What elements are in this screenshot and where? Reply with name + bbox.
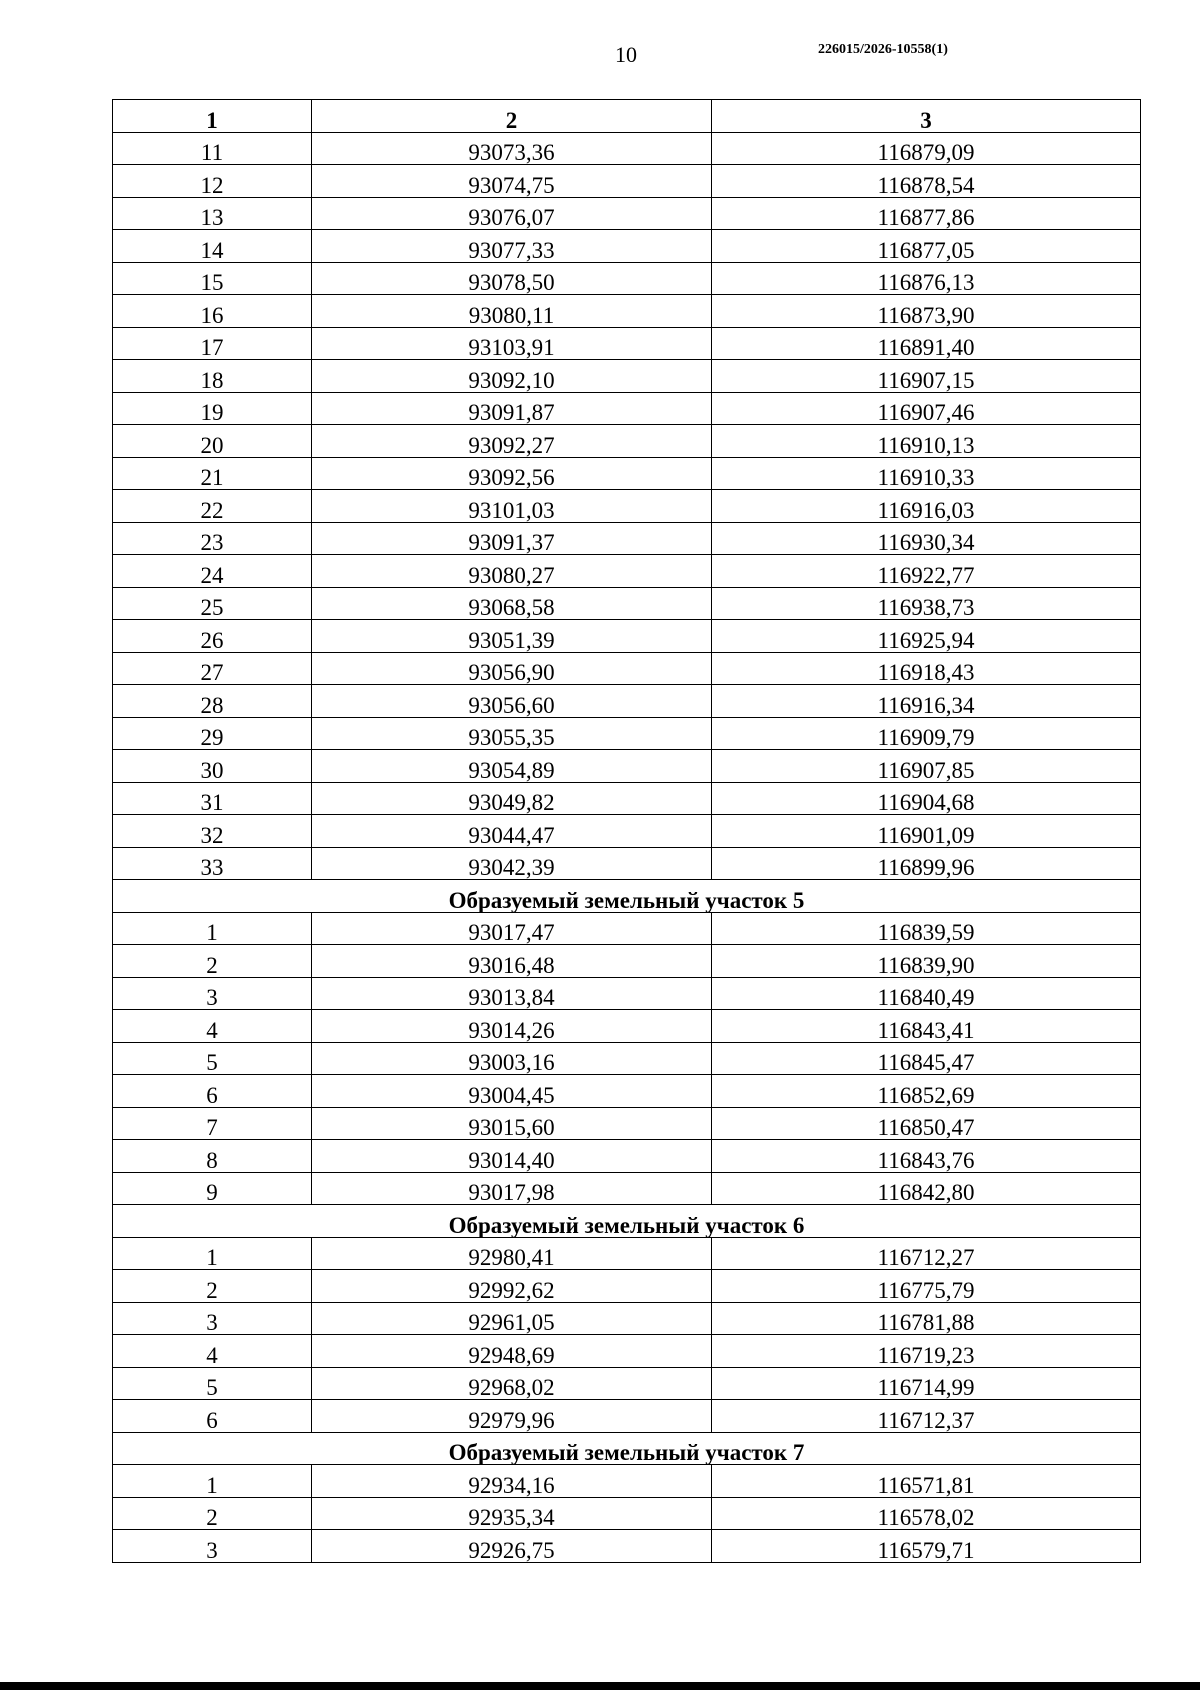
point-number-cell: 7	[113, 1107, 312, 1140]
table-row	[113, 1107, 1141, 1140]
coordinate-y-cell: 116901,09	[712, 815, 1141, 848]
section-title: Образуемый земельный участок 7	[113, 1432, 1141, 1465]
coordinate-y-cell: 116839,59	[712, 912, 1141, 945]
table-row	[113, 522, 1141, 555]
section-header-row	[113, 1205, 1141, 1238]
point-number-cell: 1	[113, 1465, 312, 1498]
coordinate-y-cell: 116925,94	[712, 620, 1141, 653]
coordinate-x-cell: 93017,47	[312, 912, 712, 945]
coordinate-y-cell: 116712,37	[712, 1400, 1141, 1433]
coordinate-x-cell: 92980,41	[312, 1237, 712, 1270]
table-row	[113, 327, 1141, 360]
document-id: 226015/2026-10558(1)	[818, 42, 948, 57]
table-row	[113, 490, 1141, 523]
coordinate-y-cell: 116907,85	[712, 750, 1141, 783]
coordinate-x-cell: 92979,96	[312, 1400, 712, 1433]
point-number-cell: 3	[113, 1530, 312, 1563]
point-number-cell: 1	[113, 1237, 312, 1270]
table-row	[113, 1335, 1141, 1368]
coordinate-x-cell: 93073,36	[312, 132, 712, 165]
point-number-cell: 30	[113, 750, 312, 783]
coordinate-x-cell: 93077,33	[312, 230, 712, 263]
coordinate-x-cell: 93014,26	[312, 1010, 712, 1043]
table-row	[113, 815, 1141, 848]
coordinate-y-cell: 116910,13	[712, 425, 1141, 458]
coordinate-x-cell: 92968,02	[312, 1367, 712, 1400]
point-number-cell: 9	[113, 1172, 312, 1205]
table-row	[113, 230, 1141, 263]
coordinate-y-cell: 116904,68	[712, 782, 1141, 815]
point-number-cell: 33	[113, 847, 312, 880]
point-number-cell: 24	[113, 555, 312, 588]
coordinate-x-cell: 93092,27	[312, 425, 712, 458]
coordinate-y-cell: 116873,90	[712, 295, 1141, 328]
table-row	[113, 1367, 1141, 1400]
coordinate-x-cell: 93074,75	[312, 165, 712, 198]
point-number-cell: 25	[113, 587, 312, 620]
coordinate-y-cell: 116714,99	[712, 1367, 1141, 1400]
coordinate-y-cell: 116840,49	[712, 977, 1141, 1010]
table-row	[113, 1530, 1141, 1563]
coordinate-x-cell: 93013,84	[312, 977, 712, 1010]
coordinate-x-cell: 93091,87	[312, 392, 712, 425]
table-row	[113, 197, 1141, 230]
table-row	[113, 392, 1141, 425]
coordinate-x-cell: 92948,69	[312, 1335, 712, 1368]
table-row	[113, 1042, 1141, 1075]
coordinate-x-cell: 93092,56	[312, 457, 712, 490]
coordinate-y-cell: 116878,54	[712, 165, 1141, 198]
point-number-cell: 19	[113, 392, 312, 425]
table-row	[113, 295, 1141, 328]
point-number-cell: 26	[113, 620, 312, 653]
coordinate-y-cell: 116916,03	[712, 490, 1141, 523]
coordinate-x-cell: 93051,39	[312, 620, 712, 653]
coordinate-y-cell: 116918,43	[712, 652, 1141, 685]
table-row	[113, 750, 1141, 783]
coordinate-x-cell: 93091,37	[312, 522, 712, 555]
point-number-cell: 12	[113, 165, 312, 198]
coordinate-y-cell: 116712,27	[712, 1237, 1141, 1270]
coordinate-y-cell: 116579,71	[712, 1530, 1141, 1563]
table-row	[113, 847, 1141, 880]
table-row	[113, 685, 1141, 718]
table-row	[113, 1172, 1141, 1205]
table-row	[113, 912, 1141, 945]
column-header-1: 1	[113, 100, 312, 133]
table-row	[113, 360, 1141, 393]
coordinate-y-cell: 116930,34	[712, 522, 1141, 555]
point-number-cell: 23	[113, 522, 312, 555]
coordinate-x-cell: 93003,16	[312, 1042, 712, 1075]
point-number-cell: 31	[113, 782, 312, 815]
table-row	[113, 262, 1141, 295]
page-number: 10	[615, 42, 637, 67]
point-number-cell: 14	[113, 230, 312, 263]
point-number-cell: 13	[113, 197, 312, 230]
coordinate-x-cell: 93056,60	[312, 685, 712, 718]
coordinate-x-cell: 93080,11	[312, 295, 712, 328]
table-row	[113, 620, 1141, 653]
coordinate-x-cell: 93044,47	[312, 815, 712, 848]
coordinate-x-cell: 93016,48	[312, 945, 712, 978]
coordinate-y-cell: 116907,46	[712, 392, 1141, 425]
coordinate-x-cell: 93076,07	[312, 197, 712, 230]
table-row	[113, 587, 1141, 620]
point-number-cell: 6	[113, 1075, 312, 1108]
table-row	[113, 1010, 1141, 1043]
point-number-cell: 17	[113, 327, 312, 360]
coordinate-y-cell: 116719,23	[712, 1335, 1141, 1368]
coordinate-x-cell: 93056,90	[312, 652, 712, 685]
coordinate-x-cell: 92961,05	[312, 1302, 712, 1335]
coordinate-x-cell: 93078,50	[312, 262, 712, 295]
table-row	[113, 652, 1141, 685]
coordinate-x-cell: 93092,10	[312, 360, 712, 393]
coordinate-x-cell: 93068,58	[312, 587, 712, 620]
coordinate-y-cell: 116891,40	[712, 327, 1141, 360]
coordinate-y-cell: 116842,80	[712, 1172, 1141, 1205]
coordinate-y-cell: 116839,90	[712, 945, 1141, 978]
coordinate-y-cell: 116877,86	[712, 197, 1141, 230]
coordinate-x-cell: 92926,75	[312, 1530, 712, 1563]
coordinate-y-cell: 116876,13	[712, 262, 1141, 295]
table-row	[113, 1302, 1141, 1335]
coordinate-y-cell: 116910,33	[712, 457, 1141, 490]
point-number-cell: 32	[113, 815, 312, 848]
point-number-cell: 15	[113, 262, 312, 295]
coordinate-x-cell: 92992,62	[312, 1270, 712, 1303]
coordinate-x-cell: 92935,34	[312, 1497, 712, 1530]
point-number-cell: 27	[113, 652, 312, 685]
coordinate-y-cell: 116938,73	[712, 587, 1141, 620]
column-header-2: 2	[312, 100, 712, 133]
point-number-cell: 21	[113, 457, 312, 490]
coordinate-y-cell: 116907,15	[712, 360, 1141, 393]
coordinate-x-cell: 93101,03	[312, 490, 712, 523]
coordinate-y-cell: 116845,47	[712, 1042, 1141, 1075]
table-row	[113, 1140, 1141, 1173]
coordinate-y-cell: 116775,79	[712, 1270, 1141, 1303]
table-header-row	[113, 100, 1141, 133]
coordinate-y-cell: 116922,77	[712, 555, 1141, 588]
scan-bottom-edge	[0, 1682, 1200, 1690]
coordinate-x-cell: 93042,39	[312, 847, 712, 880]
section-title: Образуемый земельный участок 6	[113, 1205, 1141, 1238]
table-row	[113, 782, 1141, 815]
point-number-cell: 4	[113, 1335, 312, 1368]
coordinate-y-cell: 116909,79	[712, 717, 1141, 750]
coordinate-x-cell: 93017,98	[312, 1172, 712, 1205]
coordinate-x-cell: 93049,82	[312, 782, 712, 815]
coordinate-x-cell: 93055,35	[312, 717, 712, 750]
coordinate-y-cell: 116843,41	[712, 1010, 1141, 1043]
table-row	[113, 555, 1141, 588]
coordinate-y-cell: 116879,09	[712, 132, 1141, 165]
point-number-cell: 20	[113, 425, 312, 458]
coordinate-x-cell: 93014,40	[312, 1140, 712, 1173]
coordinate-y-cell: 116852,69	[712, 1075, 1141, 1108]
coordinate-x-cell: 93015,60	[312, 1107, 712, 1140]
point-number-cell: 18	[113, 360, 312, 393]
point-number-cell: 8	[113, 1140, 312, 1173]
coordinates-table	[112, 99, 1141, 1563]
table-row	[113, 1237, 1141, 1270]
coordinate-x-cell: 93054,89	[312, 750, 712, 783]
point-number-cell: 2	[113, 945, 312, 978]
coordinate-x-cell: 93080,27	[312, 555, 712, 588]
point-number-cell: 11	[113, 132, 312, 165]
section-title: Образуемый земельный участок 5	[113, 880, 1141, 913]
table-body	[113, 132, 1141, 1562]
coordinate-y-cell: 116781,88	[712, 1302, 1141, 1335]
point-number-cell: 2	[113, 1497, 312, 1530]
table-row	[113, 132, 1141, 165]
point-number-cell: 5	[113, 1042, 312, 1075]
point-number-cell: 16	[113, 295, 312, 328]
point-number-cell: 3	[113, 977, 312, 1010]
coordinate-y-cell: 116899,96	[712, 847, 1141, 880]
coordinate-y-cell: 116843,76	[712, 1140, 1141, 1173]
point-number-cell: 4	[113, 1010, 312, 1043]
table-row	[113, 1400, 1141, 1433]
point-number-cell: 28	[113, 685, 312, 718]
table-row	[113, 717, 1141, 750]
point-number-cell: 1	[113, 912, 312, 945]
point-number-cell: 3	[113, 1302, 312, 1335]
point-number-cell: 22	[113, 490, 312, 523]
table-row	[113, 1497, 1141, 1530]
coordinate-y-cell: 116571,81	[712, 1465, 1141, 1498]
point-number-cell: 6	[113, 1400, 312, 1433]
coordinate-y-cell: 116578,02	[712, 1497, 1141, 1530]
coordinate-x-cell: 93103,91	[312, 327, 712, 360]
table-row	[113, 165, 1141, 198]
coordinate-y-cell: 116916,34	[712, 685, 1141, 718]
section-header-row	[113, 1432, 1141, 1465]
table-row	[113, 457, 1141, 490]
point-number-cell: 29	[113, 717, 312, 750]
table-row	[113, 1270, 1141, 1303]
table-row	[113, 425, 1141, 458]
table-row	[113, 1465, 1141, 1498]
table-row	[113, 945, 1141, 978]
table-row	[113, 977, 1141, 1010]
coordinate-x-cell: 93004,45	[312, 1075, 712, 1108]
coordinate-y-cell: 116877,05	[712, 230, 1141, 263]
point-number-cell: 5	[113, 1367, 312, 1400]
section-header-row	[113, 880, 1141, 913]
coordinate-x-cell: 92934,16	[312, 1465, 712, 1498]
column-header-3: 3	[712, 100, 1141, 133]
table-row	[113, 1075, 1141, 1108]
point-number-cell: 2	[113, 1270, 312, 1303]
coordinate-y-cell: 116850,47	[712, 1107, 1141, 1140]
